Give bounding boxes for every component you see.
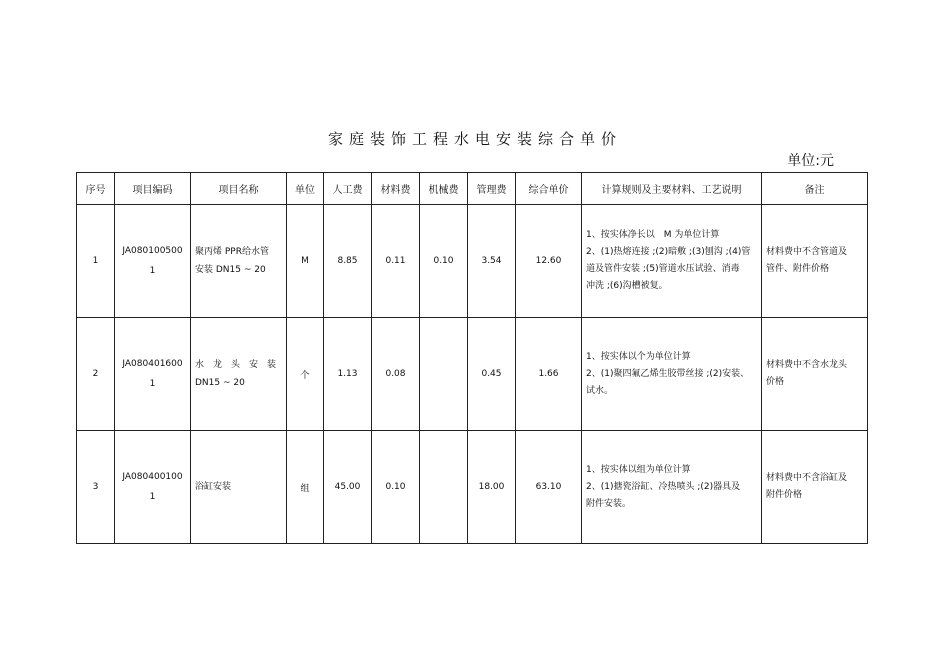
table-row (77, 318, 868, 431)
remark-line: 材料费中不含管道及 (766, 247, 848, 257)
name-line: DN15 ~ 20 (195, 378, 245, 388)
cell-code (115, 318, 191, 431)
header-machine: 机械费 (420, 173, 468, 205)
header-remark: 备注 (762, 173, 868, 205)
header-total: 综合单价 (516, 173, 582, 205)
cell-labor: 8.85 (324, 205, 372, 318)
header-code: 项目编码 (115, 173, 191, 205)
header-unit: 单位 (287, 173, 324, 205)
cell-rules (582, 431, 762, 544)
rules-line: 2、(1)聚四氟乙烯生胶带丝接 ;(2)安装、 (586, 368, 750, 379)
remark-line: 管件、附件价格 (766, 264, 830, 274)
rules-line: 1、按实体以组为单位计算 (586, 464, 691, 475)
remark-line: 材料费中不含水龙头 (766, 360, 848, 370)
header-management: 管理费 (468, 173, 516, 205)
cell-total: 1.66 (516, 318, 582, 431)
rules-line: 2、(1)搪瓷浴缸、冷热喷头 ;(2)器具及 (586, 481, 741, 492)
cell-machine (420, 318, 468, 431)
cell-management: 3.54 (468, 205, 516, 318)
header-no: 序号 (77, 173, 115, 205)
cell-unit: M (287, 205, 324, 318)
cell-material: 0.10 (372, 431, 420, 544)
table-row (77, 431, 868, 544)
rules-line: 1、按实体净长以 M 为单位计算 (586, 230, 720, 240)
document-title: 家庭装饰工程水电安装综合单价 (327, 130, 622, 148)
code-line: 1 (149, 266, 156, 276)
cell-remark (762, 205, 868, 318)
cell-unit: 个 (287, 318, 324, 431)
price-table (76, 172, 868, 544)
table-row (77, 205, 868, 318)
header-material: 材料费 (372, 173, 420, 205)
name-line: 聚丙烯 PPR给水管 (195, 247, 269, 257)
code-line: 1 (149, 492, 156, 502)
cell-labor: 45.00 (324, 431, 372, 544)
header-rules: 计算规则及主要材料、工艺说明 (582, 173, 762, 205)
cell-rules (582, 205, 762, 318)
code-line: JA080400100 (122, 472, 183, 482)
rules-line: 附件安装。 (586, 498, 632, 509)
cell-code (115, 205, 191, 318)
cell-remark (762, 431, 868, 544)
cell-name (191, 205, 287, 318)
cell-name (191, 431, 287, 544)
cell-total: 12.60 (516, 205, 582, 318)
cell-machine: 0.10 (420, 205, 468, 318)
cell-no: 2 (77, 318, 115, 431)
cell-unit: 组 (287, 431, 324, 544)
cell-rules (582, 318, 762, 431)
header-name: 项目名称 (191, 173, 287, 205)
rules-line: 冲洗 ;(6)沟槽被复。 (586, 281, 668, 291)
name-line: 水 龙 头 安 装 (195, 360, 277, 370)
cell-material: 0.11 (372, 205, 420, 318)
header-labor: 人工费 (324, 173, 372, 205)
cell-labor: 1.13 (324, 318, 372, 431)
cell-machine (420, 431, 468, 544)
rules-line: 试水。 (586, 385, 614, 396)
rules-line: 1、按实体以个为单位计算 (586, 351, 691, 362)
code-line: JA080401600 (122, 359, 183, 369)
code-line: 1 (149, 379, 156, 389)
remark-line: 附件价格 (766, 490, 803, 500)
remark-line: 材料费中不含浴缸及 (766, 473, 848, 483)
cell-no: 1 (77, 205, 115, 318)
table-header-row (77, 173, 868, 205)
cell-management: 18.00 (468, 431, 516, 544)
cell-name (191, 318, 287, 431)
unit-label: 单位:元 (787, 153, 834, 169)
cell-management: 0.45 (468, 318, 516, 431)
rules-line: 道及管件安装 ;(5)管道水压试验、消毒 (586, 264, 740, 274)
cell-no: 3 (77, 431, 115, 544)
cell-total: 63.10 (516, 431, 582, 544)
cell-remark (762, 318, 868, 431)
name-line: 浴缸安装 (195, 482, 232, 492)
cell-material: 0.08 (372, 318, 420, 431)
rules-line: 2、(1)热熔连接 ;(2)暗敷 ;(3)刨沟 ;(4)管 (586, 247, 751, 257)
name-line: 安装 DN15 ~ 20 (195, 265, 266, 275)
code-line: JA080100500 (122, 246, 183, 256)
remark-line: 价格 (766, 377, 785, 387)
cell-code (115, 431, 191, 544)
